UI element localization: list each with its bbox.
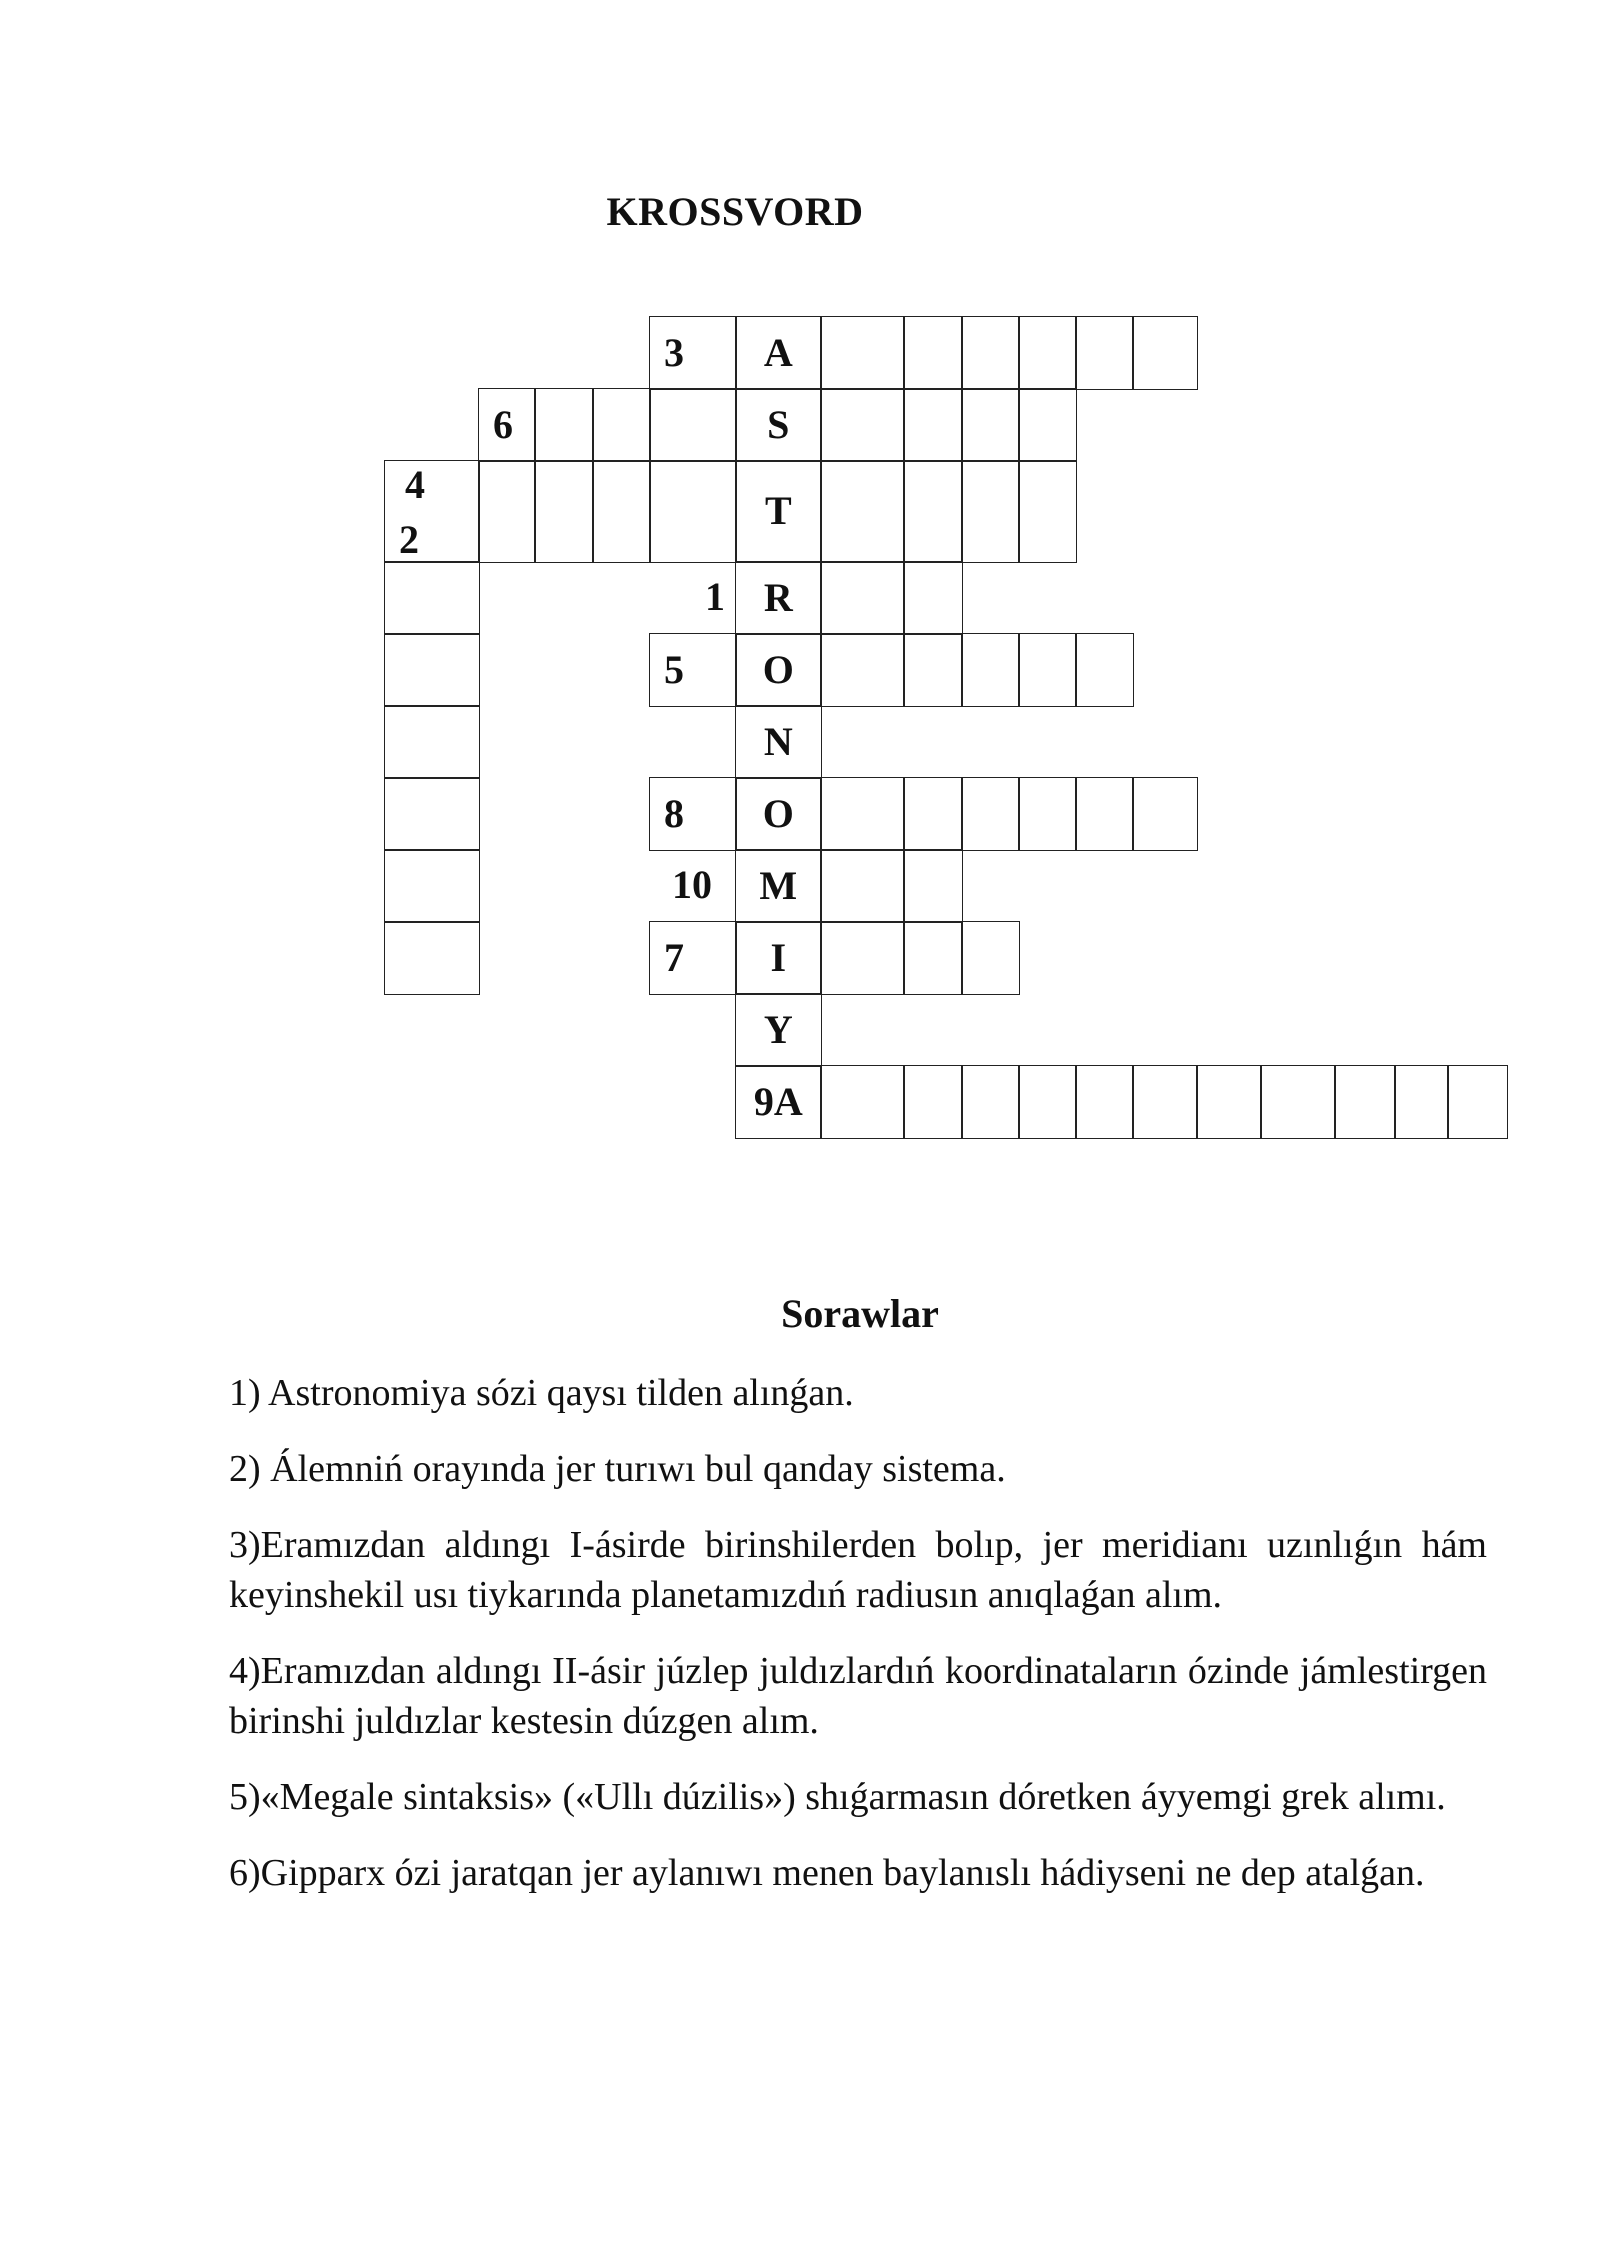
crossword-cell bbox=[820, 460, 905, 563]
crossword-cell bbox=[903, 777, 963, 851]
crossword-cell bbox=[649, 460, 737, 563]
crossword-cell bbox=[384, 777, 480, 851]
key-letter: A bbox=[763, 329, 793, 375]
crossword-cell bbox=[384, 561, 480, 635]
crossword-cell bbox=[534, 460, 594, 563]
crossword-cell bbox=[735, 561, 822, 635]
crossword-cell bbox=[820, 388, 905, 462]
crossword-cell bbox=[1196, 1065, 1262, 1139]
crossword-cell bbox=[903, 1065, 963, 1139]
key-letter: M bbox=[759, 862, 798, 908]
crossword-cell bbox=[384, 921, 480, 995]
crossword-cell bbox=[735, 777, 822, 851]
key-letter: T bbox=[764, 488, 792, 534]
crossword-cell bbox=[1075, 777, 1134, 851]
crossword-cell bbox=[820, 561, 905, 635]
crossword-cell bbox=[649, 388, 737, 462]
page-title: KROSSVORD bbox=[606, 189, 864, 234]
key-letter: I bbox=[770, 934, 787, 980]
crossword-cell bbox=[961, 777, 1020, 851]
questions-heading: Sorawlar bbox=[781, 1291, 939, 1336]
crossword-cell bbox=[961, 921, 1020, 995]
crossword-cell bbox=[961, 316, 1020, 390]
crossword-cell bbox=[1334, 1065, 1396, 1139]
crossword-cell bbox=[649, 921, 737, 995]
question-item: 1) Astronomiya sózi qaysı tilden alınǵan. bbox=[229, 1372, 854, 1414]
crossword-cell bbox=[735, 993, 822, 1067]
crossword-cell bbox=[649, 633, 737, 707]
clue-number: 6 bbox=[493, 401, 513, 447]
crossword-cell bbox=[534, 388, 594, 462]
key-letter: R bbox=[763, 574, 793, 620]
crossword-cell bbox=[820, 1065, 905, 1139]
key-letter: 9A bbox=[753, 1078, 803, 1124]
crossword-cell bbox=[735, 705, 822, 779]
clue-label bbox=[649, 561, 735, 633]
crossword-cell bbox=[903, 849, 963, 923]
crossword-cell bbox=[592, 388, 651, 462]
crossword-cell bbox=[820, 849, 905, 923]
crossword-cell bbox=[384, 705, 480, 779]
crossword-cell bbox=[1018, 777, 1077, 851]
crossword-cell bbox=[1075, 1065, 1134, 1139]
question-item: 5)«Megale sintaksis» («Ullı dúzilis») shıǵarmasın dóretken áyyemgi grek alımı. bbox=[229, 1776, 1446, 1818]
crossword-cell bbox=[1018, 633, 1077, 707]
clue-number: 8 bbox=[664, 790, 684, 836]
crossword-cell bbox=[592, 460, 651, 563]
crossword-cell bbox=[1132, 777, 1198, 851]
clue-number: 10 bbox=[672, 862, 712, 907]
crossword-cell bbox=[820, 777, 905, 851]
clue-label bbox=[649, 849, 735, 921]
crossword-cell bbox=[903, 633, 963, 707]
key-letter: O bbox=[762, 790, 794, 836]
crossword-cell bbox=[478, 460, 536, 563]
crossword-cell bbox=[903, 460, 963, 563]
crossword-cell bbox=[478, 388, 536, 462]
question-item: 4)Eramızdan aldıngı II-ásir júzlep juldızlardıń koordinataların ózinde jámlestirgen birinshi juldızlar kestesin dúzgen alım. bbox=[229, 1650, 1487, 1742]
question-item: 2) Álemniń orayında jer turıwı bul qanday sistema. bbox=[229, 1448, 1006, 1490]
crossword-cell bbox=[384, 633, 480, 707]
crossword-cell bbox=[1260, 1065, 1336, 1139]
crossword-cell bbox=[735, 633, 822, 707]
crossword-cell bbox=[384, 849, 480, 923]
crossword-cell bbox=[820, 921, 905, 995]
crossword-cell bbox=[1018, 1065, 1077, 1139]
key-letter: O bbox=[762, 646, 794, 692]
crossword-cell bbox=[1018, 316, 1077, 390]
clue-number: 4 bbox=[405, 462, 425, 507]
crossword-cell bbox=[735, 1065, 822, 1139]
crossword-cell bbox=[1075, 633, 1134, 707]
crossword-cell bbox=[820, 633, 905, 707]
crossword-cell bbox=[903, 561, 963, 635]
crossword-cell bbox=[1447, 1065, 1508, 1139]
question-item: 3)Eramızdan aldıngı I-ásirde birinshilerden bolıp, jer meridianı uzınlıǵın hám keyinshekil usı tiykarında planetamızdıń radiusın anıqlaǵan alım. bbox=[229, 1524, 1487, 1616]
crossword-cell bbox=[735, 849, 822, 923]
clue-number: 2 bbox=[399, 516, 419, 562]
key-letter: S bbox=[767, 401, 790, 447]
clue-number: 1 bbox=[705, 574, 725, 619]
crossword-cell bbox=[649, 777, 737, 851]
crossword-cell bbox=[820, 316, 905, 390]
crossword-cell bbox=[903, 388, 963, 462]
crossword-cell bbox=[961, 1065, 1020, 1139]
crossword-cell bbox=[735, 316, 822, 390]
crossword-cell bbox=[384, 460, 480, 563]
clue-number: 3 bbox=[664, 329, 684, 375]
crossword-cell bbox=[735, 921, 822, 995]
crossword-cell bbox=[1075, 316, 1134, 390]
crossword-cell bbox=[1018, 388, 1077, 462]
crossword-cell bbox=[903, 316, 963, 390]
crossword-cell bbox=[903, 921, 963, 995]
crossword-cell bbox=[1394, 1065, 1449, 1139]
crossword-cell bbox=[735, 388, 822, 462]
key-letter: N bbox=[763, 718, 793, 764]
crossword-cell bbox=[961, 388, 1020, 462]
key-letter: Y bbox=[763, 1006, 793, 1052]
clue-number: 5 bbox=[664, 646, 684, 692]
question-item: 6)Gipparx ózi jaratqan jer aylanıwı menen baylanıslı hádiyseni ne dep atalǵan. bbox=[229, 1852, 1425, 1894]
crossword-cell bbox=[735, 460, 822, 563]
clue-number: 7 bbox=[664, 934, 684, 980]
crossword-cell bbox=[961, 633, 1020, 707]
questions-list bbox=[229, 1368, 1487, 1924]
crossword-cell bbox=[1132, 1065, 1198, 1139]
crossword-cell bbox=[649, 316, 737, 390]
crossword-cell bbox=[1132, 316, 1198, 390]
crossword-cell bbox=[961, 460, 1020, 563]
crossword-cell bbox=[1018, 460, 1077, 563]
